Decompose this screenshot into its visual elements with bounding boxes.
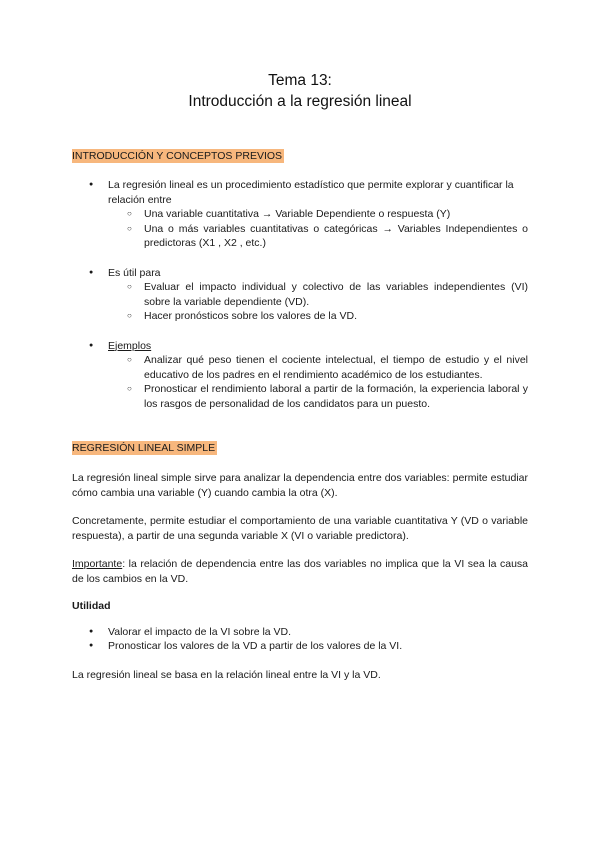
sub-list <box>108 353 528 411</box>
list-item-text-ejemplos: Ejemplos <box>108 339 152 352</box>
important-paragraph <box>72 557 528 586</box>
section-heading-introduccion: INTRODUCCIÓN Y CONCEPTOS PREVIOS <box>72 150 283 162</box>
paragraph: Concretamente, permite estudiar el comportamiento de una variable cuantitativa Y (VD o variable respuesta), a partir de una segunda variable X (VI o variable predictora). <box>72 515 528 542</box>
sub-list <box>108 207 528 251</box>
important-text: : la relación de dependencia entre las dos variables no implica que la VI sea la causa de los cambios en la VD. <box>72 558 528 585</box>
section-heading-regresion-simple: REGRESIÓN LINEAL SIMPLE <box>72 442 216 454</box>
utilidad-list <box>72 625 528 654</box>
list-item <box>72 178 528 251</box>
important-label: Importante <box>72 558 123 570</box>
list-item-text: La regresión lineal es un procedimiento estadístico que permite explorar y cuantificar la relación entre <box>108 179 514 206</box>
paragraph: La regresión lineal simple sirve para analizar la dependencia entre dos variables: permite estudiar cómo cambia una variable (Y) cuando cambia la otra (X). <box>72 472 528 499</box>
sub-list-item: ○ Hacer pronósticos sobre los valores de la VD. <box>108 309 528 324</box>
title-line-1: Tema 13: <box>268 72 332 89</box>
closing-paragraph: La regresión lineal se basa en la relación lineal entre la VI y la VD. <box>72 668 381 681</box>
list-item-text: Es útil para <box>108 266 161 279</box>
document-page <box>72 70 528 682</box>
section-regresion-simple <box>72 438 528 682</box>
intro-bullet-list <box>72 178 528 411</box>
list-item: ● Pronosticar los valores de la VD a partir de los valores de la VI. <box>72 639 528 654</box>
sub-list <box>108 280 528 324</box>
page-title <box>72 70 528 112</box>
sub-list-item: ○ Pronosticar el rendimiento laboral a partir de la formación, la experiencia laboral y los rasgos de personalidad de los candidatos para un puesto. <box>108 382 528 411</box>
list-item <box>72 339 528 412</box>
utilidad-heading: Utilidad <box>72 600 111 612</box>
sub-list-item: ○ Evaluar el impacto individual y colectivo de las variables independientes (VI) sobre la variable dependiente (VD). <box>108 280 528 309</box>
title-line-2: Introducción a la regresión lineal <box>188 93 412 110</box>
list-item: ● Valorar el impacto de la VI sobre la VD. <box>72 625 528 640</box>
list-item <box>72 266 528 324</box>
sub-list-item: ○ Una o más variables cuantitativas o categóricas → Variables Independientes o predictoras (X1 , X2 , etc.) <box>108 222 528 251</box>
section-introduccion <box>72 146 528 411</box>
sub-list-item: ○ Analizar qué peso tienen el cociente intelectual, el tiempo de estudio y el nivel educativo de los padres en el rendimiento académico de los estudiantes. <box>108 353 528 382</box>
sub-list-item: ○ Una variable cuantitativa → Variable Dependiente o respuesta (Y) <box>108 207 528 222</box>
